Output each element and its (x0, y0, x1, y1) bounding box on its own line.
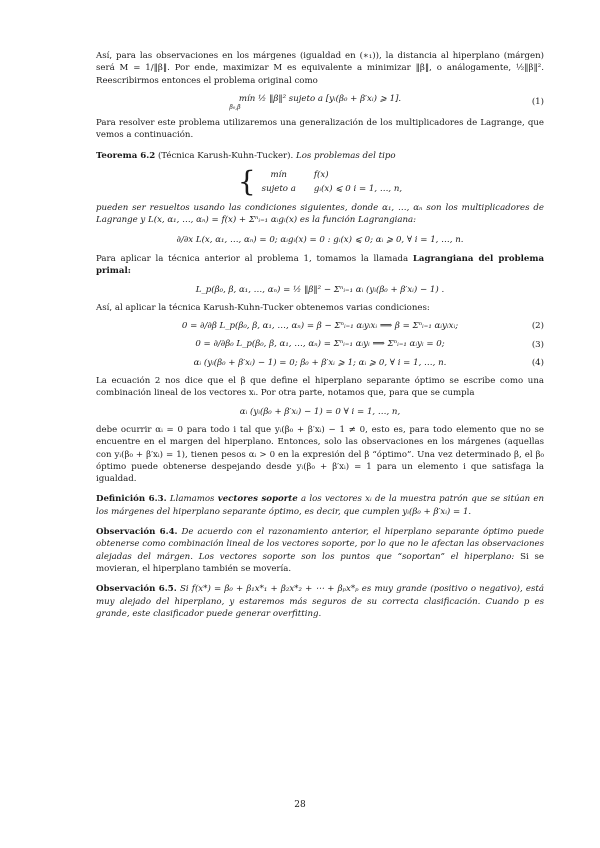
theorem-body: pueden ser resueltos usando las condiciones siguientes, donde α₁, …, αₙ son los multiplicadores de Lagrange y L(x, α₁, …, αₙ) = f(x) + Σⁿᵢ₌₁ αᵢgᵢ(x) es la función Lagrangiana: (96, 203, 544, 226)
definition-term: vectores soporte (217, 494, 298, 505)
observation-5-text: Si f(x*) = β₀ + β₁x*₁ + β₂x*₂ + ⋯ + βₚx*ₚ es muy grande (positivo o negativo), está muy alejado del hiperplano, y estaremos más seguros de su correcta clasificación. Cuando p es grande, este clasificador puede generar overfitting. (96, 584, 545, 619)
equation-4 (96, 357, 544, 369)
equation-1 (96, 93, 544, 111)
observation-4-text: De acuerdo con el razonamiento anterior, el hiperplano separante óptimo puede obtenerse como combinación lineal de los vectores soporte, por lo que no le afectan las observaciones alejadas del márgen. Los vectores soporte son los puntos que “soportan” el hiperplano: (96, 527, 545, 562)
equation-1-subscript: β₀,β (229, 104, 241, 112)
equation-4-body: αᵢ (yᵢ(β₀ + β′xᵢ) − 1) = 0; β₀ + β′xᵢ ⩾ 1; αᵢ ⩾ 0, ∀ i = 1, …, n. (193, 357, 447, 368)
paragraph-primal-lagrangian (96, 253, 544, 278)
kkt-conditions: ∂/∂x L(x, α₁, …, αₙ) = 0; αᵢgᵢ(x) = 0 : gᵢ(x) ⩽ 0; αᵢ ⩾ 0, ∀ i = 1, …, n. (176, 234, 464, 245)
paragraph-lagrange-intro: Para resolver este problema utilizaremos una generalización de los multiplicadores de Lagrange, que vemos a continuación. (96, 118, 544, 141)
equation-3-body: 0 = ∂/∂β₀ L_p(β₀, β, α₁, …, αₙ) = Σⁿᵢ₌₁ αᵢyᵢ ⟹ Σⁿᵢ₌₁ αᵢyᵢ = 0; (195, 339, 445, 350)
primal-intro-text: Para aplicar la técnica anterior al problema 1, tomamos la llamada (96, 253, 409, 264)
theorem-6-2 (96, 150, 544, 162)
observation-6-5 (96, 583, 544, 620)
equation-1-number: (1) (531, 96, 544, 107)
observation-4-tail: Si se movieran, el hiperplano también se movería. (96, 551, 544, 574)
condition-equation-body: αᵢ (yᵢ(β₀ + β′xᵢ) − 1) = 0 ∀ i = 1, …, n, (239, 406, 401, 417)
definition-label: Definición 6.3. (96, 494, 167, 505)
definition-text-start: Llamamos (169, 494, 215, 505)
equation-3-number: (3) (531, 339, 544, 350)
page-body (96, 50, 544, 620)
equation-1-body: mín ½ ‖β‖² sujeto a [yᵢ(β₀ + β′xᵢ) ⩾ 1]. (238, 93, 402, 104)
primal-lagrangian-term: Lagrangiana del problema primal: (96, 253, 545, 277)
left-brace-symbol: { (237, 165, 256, 199)
system-row1-expr: f(x) (313, 169, 329, 180)
lagrangian-equation (96, 284, 544, 296)
paragraph-kkt-apply: Así, al aplicar la técnica Karush-Kuhn-Tucker obtenemos varias condiciones: (96, 302, 430, 313)
theorem-name: (Técnica Karush-Kuhn-Tucker). (157, 150, 294, 161)
optimization-system (96, 165, 544, 199)
observation-4-label: Observación 6.4. (96, 527, 178, 538)
theorem-intro: Los problemas del tipo (296, 150, 396, 161)
lagrangian-body: L_p(β₀, β, α₁, …, αₙ) = ½ ‖β‖² − Σⁿᵢ₌₁ αᵢ (yᵢ(β₀ + β′xᵢ) − 1) . (195, 284, 445, 295)
equation-2-body: 0 = ∂/∂β L_p(β₀, β, α₁, …, αₙ) = β − Σⁿᵢ₌₁ αᵢyᵢxᵢ ⟹ β = Σⁿᵢ₌₁ αᵢyᵢxᵢ; (181, 321, 459, 332)
equation-4-number: (4) (531, 357, 544, 368)
equation-2 (96, 320, 544, 332)
paragraph-margin-weights: debe ocurrir αᵢ = 0 para todo i tal que yᵢ(β₀ + β′xᵢ) − 1 ≠ 0, esto es, para todo elemento que no se encuentre en el margen del hiperplano. Entonces, solo las observaciones en los márgenes (aquellas con yᵢ(β₀ + β′xᵢ) = 1), tienen pesos αᵢ > 0 en la expresión del β “óptimo”. Una vez determinado β, el β₀ óptimo puede obtenerse despejando desde yᵢ(β₀ + β′xᵢ) = 1 para un elemento i que satisfaga la igualdad. (96, 424, 544, 485)
system-row2-expr: gᵢ(x) ⩽ 0 i = 1, …, n, (313, 184, 403, 195)
definition-6-3 (96, 493, 544, 518)
paragraph-linear-combination: La ecuación 2 nos dice que el β que define el hiperplano separante óptimo se escribe como una combinación lineal de los vectores xᵢ. Por otra parte, notamos que, para que se cumpla (96, 376, 544, 399)
page-number: 28 (294, 800, 306, 810)
equation-2-number: (2) (531, 321, 544, 332)
observation-5-label: Observación 6.5. (96, 584, 177, 595)
condition-equation (96, 406, 544, 418)
theorem-label: Teorema 6.2 (96, 150, 156, 161)
system-row1-label: mín (270, 169, 287, 180)
system-row2-label: sujeto a (261, 184, 296, 195)
observation-6-4 (96, 526, 544, 575)
equation-3 (96, 338, 544, 350)
paragraph-margin-distance: Así, para las observaciones en los márgenes (igualdad en (∗₁)), la distancia al hiperplano (márgen) será M = 1/‖β‖. Por ende, maximizar M es equivalente a minimizar ‖β‖, o análogamente, ½‖β‖². Reescribirmos entonces el problema original como (96, 51, 544, 86)
definition-text-end: a los vectores xᵢ de la muestra patrón que se sitúan en los márgenes del hiperplano separante óptimo, es decir, que cumplen yᵢ(β₀ + β′xᵢ) = 1. (96, 494, 545, 517)
